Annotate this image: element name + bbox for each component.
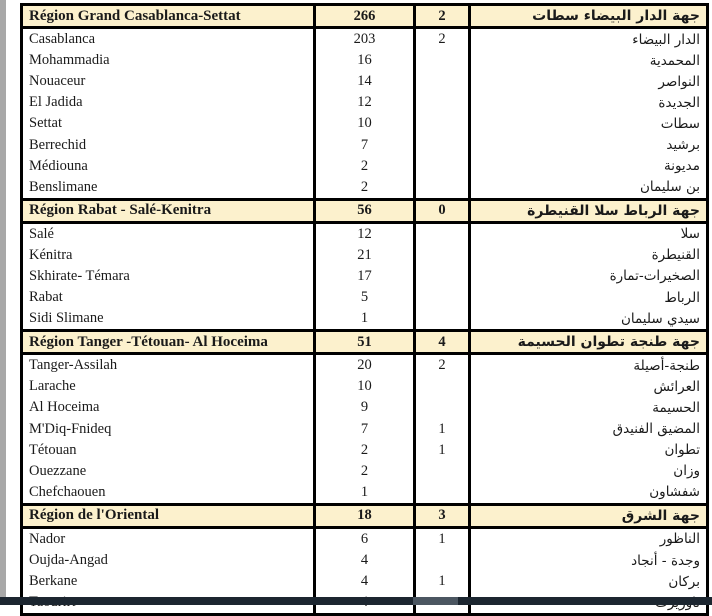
section-total-value1: 266 bbox=[316, 6, 416, 29]
table-row bbox=[23, 308, 706, 329]
section-region-name-ar: جهة الدار البيضاء سطات bbox=[471, 6, 706, 29]
cell-value1: 2 bbox=[316, 440, 416, 461]
cell-value1: 9 bbox=[316, 397, 416, 418]
cell-name-ar: العرائش bbox=[653, 378, 700, 395]
cell-value1: 2 bbox=[316, 177, 416, 198]
cell-value1: 10 bbox=[316, 113, 416, 134]
cell-name-fr: M'Diq-Fnideq bbox=[23, 419, 316, 440]
table-row bbox=[23, 266, 706, 287]
cell-value1: 7 bbox=[316, 419, 416, 440]
regions-cases-table bbox=[20, 3, 709, 616]
section-header-row bbox=[23, 503, 706, 529]
cell-value2: 1 bbox=[416, 440, 471, 461]
cell-name-fr: Benslimane bbox=[23, 177, 316, 198]
cell-name-ar: الصخيرات-تمارة bbox=[609, 268, 700, 285]
section-total-value1: 51 bbox=[316, 329, 416, 355]
cell-name-fr: Sidi Slimane bbox=[23, 308, 316, 329]
cell-name-fr: Berkane bbox=[23, 571, 316, 592]
table-row bbox=[23, 177, 706, 198]
cell-name-ar: شفشاون bbox=[649, 484, 700, 501]
table-row bbox=[23, 29, 706, 50]
section-region-name-ar: جهة الشرق bbox=[471, 503, 706, 529]
cell-value1: 6 bbox=[316, 529, 416, 550]
cell-value1: 14 bbox=[316, 71, 416, 92]
cell-name-fr: Al Hoceima bbox=[23, 397, 316, 418]
region-table-body bbox=[23, 6, 706, 613]
cell-name-fr: El Jadida bbox=[23, 92, 316, 113]
cell-name-fr: Mohammadia bbox=[23, 50, 316, 71]
cell-name-ar: المضيق الفنيدق bbox=[612, 421, 700, 438]
cell-value2: 1 bbox=[416, 571, 471, 592]
section-header-row bbox=[23, 6, 706, 29]
cell-name-ar: الدار البيضاء bbox=[632, 31, 700, 48]
cell-value2 bbox=[416, 287, 471, 308]
cell-name-fr: Salé bbox=[23, 224, 316, 245]
cell-value2 bbox=[416, 397, 471, 418]
section-header-row bbox=[23, 198, 706, 224]
cell-value2 bbox=[416, 376, 471, 397]
cell-name-ar: طنجة-أصيلة bbox=[633, 357, 700, 374]
cell-value2 bbox=[416, 177, 471, 198]
cell-name-fr: Larache bbox=[23, 376, 316, 397]
cell-name-ar: بركان bbox=[668, 573, 700, 590]
cell-name-ar: الحسيمة bbox=[652, 399, 700, 416]
table-row bbox=[23, 224, 706, 245]
table-row bbox=[23, 50, 706, 71]
cell-name-fr: Oujda-Angad bbox=[23, 550, 316, 571]
section-header-row bbox=[23, 329, 706, 355]
cell-value1: 12 bbox=[316, 92, 416, 113]
table-row bbox=[23, 355, 706, 376]
section-total-value1: 18 bbox=[316, 503, 416, 529]
cell-name-fr: Médiouna bbox=[23, 156, 316, 177]
cell-value2 bbox=[416, 245, 471, 266]
table-row bbox=[23, 440, 706, 461]
horizontal-scrollbar-track[interactable] bbox=[0, 597, 712, 605]
cell-value2: 2 bbox=[416, 29, 471, 50]
cell-name-ar: سيدي سليمان bbox=[620, 310, 700, 327]
section-region-name-fr: Région Grand Casablanca-Settat bbox=[23, 6, 316, 29]
table-row bbox=[23, 245, 706, 266]
table-row bbox=[23, 287, 706, 308]
section-region-name-fr: Région Tanger -Tétouan- Al Hoceima bbox=[23, 329, 316, 355]
section-total-value2: 3 bbox=[416, 503, 471, 529]
regions-table-container bbox=[20, 3, 703, 616]
table-row bbox=[23, 482, 706, 503]
cell-value1: 7 bbox=[316, 134, 416, 155]
cell-value2 bbox=[416, 308, 471, 329]
cell-value2: 2 bbox=[416, 355, 471, 376]
cell-value2 bbox=[416, 92, 471, 113]
cell-value1: 4 bbox=[316, 550, 416, 571]
cell-value1: 16 bbox=[316, 50, 416, 71]
cell-value2 bbox=[416, 134, 471, 155]
cell-name-fr: Skhirate- Témara bbox=[23, 266, 316, 287]
cell-value1: 10 bbox=[316, 376, 416, 397]
table-row bbox=[23, 419, 706, 440]
cell-name-fr: Rabat bbox=[23, 287, 316, 308]
cell-name-fr: Tanger-Assilah bbox=[23, 355, 316, 376]
table-row bbox=[23, 550, 706, 571]
section-region-name-ar: جهة طنجة تطوان الحسيمة bbox=[471, 329, 706, 355]
cell-name-ar: القنيطرة bbox=[651, 247, 700, 264]
cell-value2: 1 bbox=[416, 529, 471, 550]
table-row bbox=[23, 92, 706, 113]
cell-name-fr: Casablanca bbox=[23, 29, 316, 50]
table-row bbox=[23, 529, 706, 550]
table-row bbox=[23, 71, 706, 92]
table-row bbox=[23, 376, 706, 397]
cell-name-ar: بن سليمان bbox=[639, 179, 700, 196]
section-total-value1: 56 bbox=[316, 198, 416, 224]
cell-value2 bbox=[416, 550, 471, 571]
cell-value2 bbox=[416, 482, 471, 503]
cell-name-fr: Kénitra bbox=[23, 245, 316, 266]
cell-value2 bbox=[416, 266, 471, 287]
cell-name-fr: Ouezzane bbox=[23, 461, 316, 482]
cell-value2 bbox=[416, 113, 471, 134]
cell-value2 bbox=[416, 71, 471, 92]
cell-name-ar: الرباط bbox=[664, 289, 700, 306]
cell-value1: 17 bbox=[316, 266, 416, 287]
cell-value2 bbox=[416, 50, 471, 71]
table-row bbox=[23, 156, 706, 177]
cell-name-fr: Nador bbox=[23, 529, 316, 550]
cell-name-fr: Berrechid bbox=[23, 134, 316, 155]
cell-value1: 1 bbox=[316, 482, 416, 503]
horizontal-scrollbar-thumb[interactable] bbox=[413, 597, 458, 605]
section-total-value2: 2 bbox=[416, 6, 471, 29]
cell-name-ar: المحمدية bbox=[649, 52, 700, 69]
cell-name-ar: سلا bbox=[680, 226, 700, 243]
cell-value2 bbox=[416, 156, 471, 177]
section-region-name-fr: Région Rabat - Salé-Kenitra bbox=[23, 198, 316, 224]
cell-value1: 2 bbox=[316, 156, 416, 177]
cell-name-ar: برشيد bbox=[666, 137, 700, 154]
section-region-name-fr: Région de l'Oriental bbox=[23, 503, 316, 529]
cell-name-ar: النواصر bbox=[658, 73, 700, 90]
cell-name-ar: تطوان bbox=[664, 442, 700, 459]
cell-name-ar: وجدة - أنجاد bbox=[631, 552, 700, 569]
cell-name-fr: Tétouan bbox=[23, 440, 316, 461]
cell-value1: 4 bbox=[316, 571, 416, 592]
cell-value1: 12 bbox=[316, 224, 416, 245]
cell-name-fr: Chefchaouen bbox=[23, 482, 316, 503]
cell-value1: 203 bbox=[316, 29, 416, 50]
cell-value1: 5 bbox=[316, 287, 416, 308]
page-margin-strip bbox=[0, 0, 6, 597]
cell-value2 bbox=[416, 461, 471, 482]
cell-name-fr: Settat bbox=[23, 113, 316, 134]
table-row bbox=[23, 397, 706, 418]
cell-value1: 20 bbox=[316, 355, 416, 376]
table-row bbox=[23, 134, 706, 155]
cell-value1: 1 bbox=[316, 308, 416, 329]
cell-value1: 2 bbox=[316, 461, 416, 482]
section-region-name-ar: جهة الرباط سلا القنيطرة bbox=[471, 198, 706, 224]
cell-name-ar: سطات bbox=[660, 115, 700, 132]
cell-name-fr: Nouaceur bbox=[23, 71, 316, 92]
table-row bbox=[23, 461, 706, 482]
cell-value2 bbox=[416, 224, 471, 245]
table-row bbox=[23, 571, 706, 592]
cell-name-ar: الجديدة bbox=[658, 94, 700, 111]
section-total-value2: 0 bbox=[416, 198, 471, 224]
cell-value1: 21 bbox=[316, 245, 416, 266]
section-total-value2: 4 bbox=[416, 329, 471, 355]
table-row bbox=[23, 113, 706, 134]
cell-value2: 1 bbox=[416, 419, 471, 440]
cell-name-ar: مديونة bbox=[663, 158, 700, 175]
cell-name-ar: الناظور bbox=[659, 531, 700, 548]
cell-name-ar: وزان bbox=[673, 463, 700, 480]
